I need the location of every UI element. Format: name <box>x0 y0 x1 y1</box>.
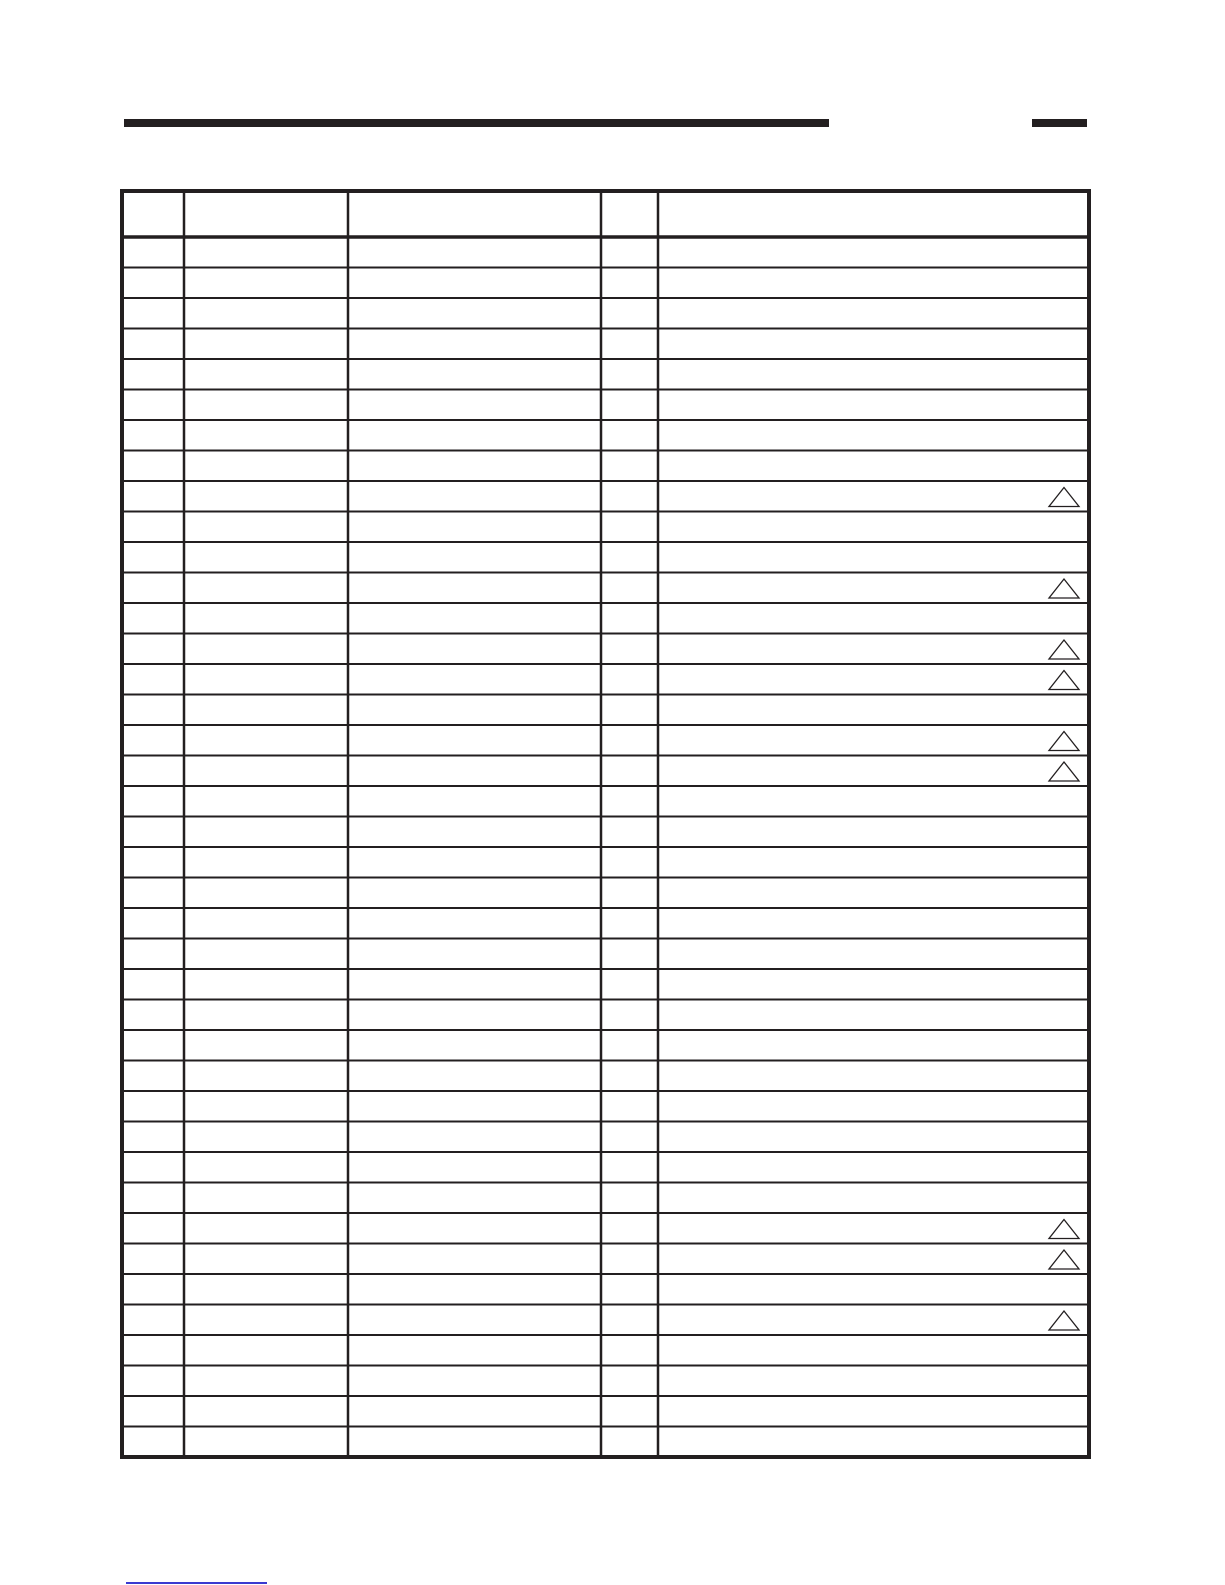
warning-triangle-icon <box>1049 762 1079 781</box>
warning-triangle-icon <box>1049 1311 1079 1330</box>
warning-triangle-icon <box>1049 1250 1079 1269</box>
warning-triangle-icon <box>1049 732 1079 751</box>
footer-link[interactable] <box>126 1582 267 1584</box>
warning-triangle-icon <box>1049 671 1079 690</box>
warning-triangle-icon <box>1049 1220 1079 1239</box>
warning-triangle-icon <box>1049 488 1079 507</box>
table-border <box>122 191 1089 1457</box>
warning-triangle-icon <box>1049 640 1079 659</box>
warning-triangle-icon <box>1049 579 1079 598</box>
